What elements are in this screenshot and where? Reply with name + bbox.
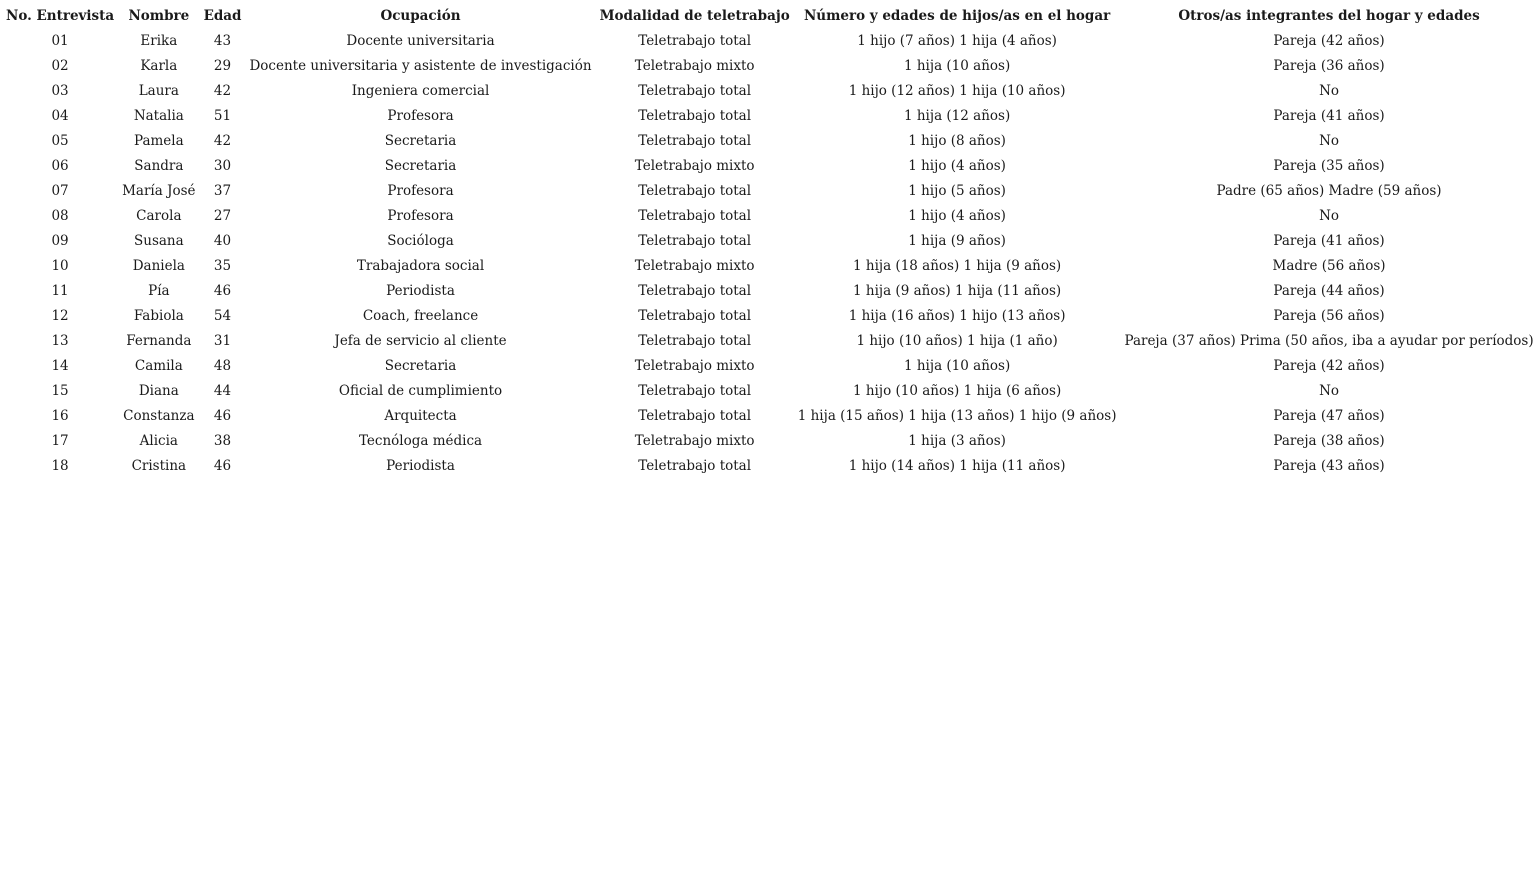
cell-hijos: 1 hija (12 años) [903, 108, 1011, 124]
cell-ocupacion: Profesora [387, 208, 454, 224]
cell-otros-integrantes: Pareja (47 años) [1273, 408, 1385, 424]
cell-nombre: María José [122, 183, 196, 199]
cell-edad: 46 [213, 408, 232, 424]
cell-nombre: Fernanda [126, 333, 192, 349]
cell-no-entrevista: 08 [51, 208, 69, 224]
cell-ocupacion: Arquitecta [384, 408, 457, 424]
cell-modalidad: Teletrabajo total [638, 108, 752, 124]
cell-otros-integrantes: Pareja (41 años) [1273, 233, 1385, 249]
cell-edad: 42 [213, 133, 232, 149]
cell-modalidad: Teletrabajo total [638, 33, 752, 49]
interview-table [2, 4, 1538, 479]
cell-edad: 46 [213, 283, 232, 299]
header-nombre: Nombre [128, 8, 190, 24]
cell-nombre: Diana [138, 383, 179, 399]
cell-otros-integrantes: Pareja (43 años) [1273, 458, 1385, 474]
table-row [2, 54, 1538, 79]
cell-nombre: Constanza [123, 408, 195, 424]
cell-hijos: 1 hija (15 años) 1 hija (13 años) 1 hijo (9 años) [797, 408, 1117, 424]
cell-ocupacion: Secretaria [384, 158, 457, 174]
table-row [2, 279, 1538, 304]
cell-nombre: Fabiola [133, 308, 184, 324]
table-row [2, 304, 1538, 329]
cell-ocupacion: Secretaria [384, 133, 457, 149]
cell-no-entrevista: 18 [51, 458, 69, 474]
cell-no-entrevista: 17 [51, 433, 69, 449]
cell-hijos: 1 hija (10 años) [903, 358, 1011, 374]
cell-no-entrevista: 11 [51, 283, 69, 299]
cell-ocupacion: Docente universitaria y asistente de investigación [249, 58, 592, 74]
cell-nombre: Karla [140, 58, 178, 74]
cell-ocupacion: Jefa de servicio al cliente [334, 333, 507, 349]
cell-edad: 43 [213, 33, 232, 49]
cell-hijos: 1 hija (10 años) [903, 58, 1011, 74]
cell-ocupacion: Oficial de cumplimiento [338, 383, 503, 399]
cell-otros-integrantes: No [1319, 208, 1340, 224]
cell-otros-integrantes: Pareja (56 años) [1273, 308, 1385, 324]
cell-otros-integrantes: Pareja (42 años) [1273, 358, 1385, 374]
cell-nombre: Sandra [134, 158, 184, 174]
table-row [2, 404, 1538, 429]
cell-modalidad: Teletrabajo mixto [634, 433, 755, 449]
cell-ocupacion: Profesora [387, 183, 454, 199]
cell-edad: 30 [213, 158, 232, 174]
cell-hijos: 1 hijo (10 años) 1 hija (1 año) [856, 333, 1058, 349]
cell-hijos: 1 hijo (10 años) 1 hija (6 años) [852, 383, 1062, 399]
cell-edad: 44 [213, 383, 232, 399]
cell-no-entrevista: 01 [51, 33, 69, 49]
cell-edad: 31 [213, 333, 232, 349]
cell-otros-integrantes: Pareja (42 años) [1273, 33, 1385, 49]
cell-ocupacion: Profesora [387, 108, 454, 124]
cell-modalidad: Teletrabajo mixto [634, 358, 755, 374]
table-row [2, 379, 1538, 404]
table-row [2, 154, 1538, 179]
cell-hijos: 1 hija (3 años) [908, 433, 1006, 449]
header-hijos: Número y edades de hijos/as en el hogar [803, 8, 1111, 24]
cell-modalidad: Teletrabajo total [638, 458, 752, 474]
cell-otros-integrantes: No [1319, 83, 1340, 99]
cell-no-entrevista: 04 [51, 108, 69, 124]
cell-hijos: 1 hijo (12 años) 1 hija (10 años) [848, 83, 1066, 99]
cell-hijos: 1 hijo (14 años) 1 hija (11 años) [848, 458, 1066, 474]
cell-otros-integrantes: Pareja (38 años) [1273, 433, 1385, 449]
cell-otros-integrantes: No [1319, 383, 1340, 399]
cell-hijos: 1 hijo (4 años) [908, 208, 1006, 224]
cell-nombre: Laura [138, 83, 179, 99]
cell-no-entrevista: 12 [51, 308, 69, 324]
cell-otros-integrantes: Pareja (44 años) [1273, 283, 1385, 299]
cell-hijos: 1 hijo (8 años) [908, 133, 1006, 149]
table-header-row [2, 4, 1538, 29]
cell-nombre: Erika [140, 33, 178, 49]
table-row [2, 254, 1538, 279]
table-row [2, 104, 1538, 129]
cell-nombre: Cristina [131, 458, 187, 474]
cell-edad: 40 [213, 233, 232, 249]
cell-nombre: Daniela [132, 258, 185, 274]
cell-modalidad: Teletrabajo total [638, 183, 752, 199]
cell-ocupacion: Secretaria [384, 358, 457, 374]
table-body [2, 29, 1538, 479]
cell-hijos: 1 hijo (4 años) [908, 158, 1006, 174]
cell-ocupacion: Socióloga [387, 233, 454, 249]
table-row [2, 79, 1538, 104]
table-row [2, 129, 1538, 154]
cell-hijos: 1 hija (16 años) 1 hijo (13 años) [848, 308, 1066, 324]
cell-modalidad: Teletrabajo total [638, 308, 752, 324]
cell-edad: 54 [213, 308, 232, 324]
cell-otros-integrantes: Madre (56 años) [1272, 258, 1386, 274]
cell-modalidad: Teletrabajo total [638, 408, 752, 424]
cell-ocupacion: Docente universitaria [346, 33, 495, 49]
cell-modalidad: Teletrabajo total [638, 383, 752, 399]
cell-no-entrevista: 07 [51, 183, 69, 199]
header-otros-integrantes: Otros/as integrantes del hogar y edades [1178, 8, 1480, 24]
table-row [2, 204, 1538, 229]
cell-modalidad: Teletrabajo total [638, 133, 752, 149]
cell-otros-integrantes: Pareja (35 años) [1273, 158, 1385, 174]
cell-hijos: 1 hija (9 años) 1 hija (11 años) [853, 283, 1062, 299]
cell-ocupacion: Ingeniera comercial [351, 83, 490, 99]
cell-hijos: 1 hijo (5 años) [908, 183, 1006, 199]
cell-ocupacion: Periodista [386, 458, 455, 474]
cell-nombre: Susana [134, 233, 184, 249]
cell-edad: 37 [213, 183, 232, 199]
cell-modalidad: Teletrabajo mixto [634, 158, 755, 174]
cell-ocupacion: Periodista [386, 283, 455, 299]
cell-otros-integrantes: Pareja (37 años) Prima (50 años, iba a ayudar por períodos) [1124, 333, 1534, 349]
header-modalidad: Modalidad de teletrabajo [599, 8, 790, 24]
cell-no-entrevista: 14 [51, 358, 69, 374]
cell-modalidad: Teletrabajo total [638, 283, 752, 299]
cell-hijos: 1 hija (9 años) [908, 233, 1006, 249]
header-ocupacion: Ocupación [380, 8, 461, 24]
cell-modalidad: Teletrabajo total [638, 233, 752, 249]
table-row [2, 229, 1538, 254]
cell-no-entrevista: 02 [51, 58, 69, 74]
cell-no-entrevista: 09 [51, 233, 69, 249]
cell-no-entrevista: 15 [51, 383, 69, 399]
cell-edad: 29 [213, 58, 232, 74]
cell-modalidad: Teletrabajo total [638, 208, 752, 224]
cell-ocupacion: Tecnóloga médica [358, 433, 483, 449]
cell-edad: 48 [213, 358, 232, 374]
table-row [2, 179, 1538, 204]
cell-otros-integrantes: Pareja (36 años) [1273, 58, 1385, 74]
cell-hijos: 1 hija (18 años) 1 hija (9 años) [853, 258, 1062, 274]
cell-edad: 42 [213, 83, 232, 99]
table-row [2, 429, 1538, 454]
cell-otros-integrantes: Padre (65 años) Madre (59 años) [1216, 183, 1442, 199]
cell-no-entrevista: 05 [51, 133, 69, 149]
cell-hijos: 1 hijo (7 años) 1 hija (4 años) [857, 33, 1057, 49]
cell-modalidad: Teletrabajo total [638, 83, 752, 99]
cell-ocupacion: Trabajadora social [356, 258, 485, 274]
cell-modalidad: Teletrabajo total [638, 333, 752, 349]
table-row [2, 29, 1538, 54]
cell-edad: 46 [213, 458, 232, 474]
cell-edad: 27 [213, 208, 232, 224]
header-no-entrevista: No. Entrevista [6, 8, 115, 24]
cell-edad: 35 [213, 258, 232, 274]
cell-no-entrevista: 10 [51, 258, 69, 274]
cell-no-entrevista: 13 [51, 333, 69, 349]
table-row [2, 354, 1538, 379]
cell-nombre: Camila [134, 358, 183, 374]
cell-nombre: Natalia [133, 108, 184, 124]
cell-ocupacion: Coach, freelance [362, 308, 479, 324]
cell-nombre: Carola [136, 208, 182, 224]
header-edad: Edad [203, 8, 242, 24]
cell-nombre: Alicia [139, 433, 178, 449]
cell-modalidad: Teletrabajo mixto [634, 258, 755, 274]
cell-nombre: Pía [148, 283, 170, 299]
cell-no-entrevista: 06 [51, 158, 69, 174]
cell-otros-integrantes: No [1319, 133, 1340, 149]
cell-modalidad: Teletrabajo mixto [634, 58, 755, 74]
cell-no-entrevista: 03 [51, 83, 69, 99]
cell-edad: 38 [213, 433, 232, 449]
table-row [2, 329, 1538, 354]
cell-no-entrevista: 16 [51, 408, 69, 424]
cell-nombre: Pamela [133, 133, 184, 149]
table-row [2, 454, 1538, 479]
cell-edad: 51 [213, 108, 232, 124]
cell-otros-integrantes: Pareja (41 años) [1273, 108, 1385, 124]
